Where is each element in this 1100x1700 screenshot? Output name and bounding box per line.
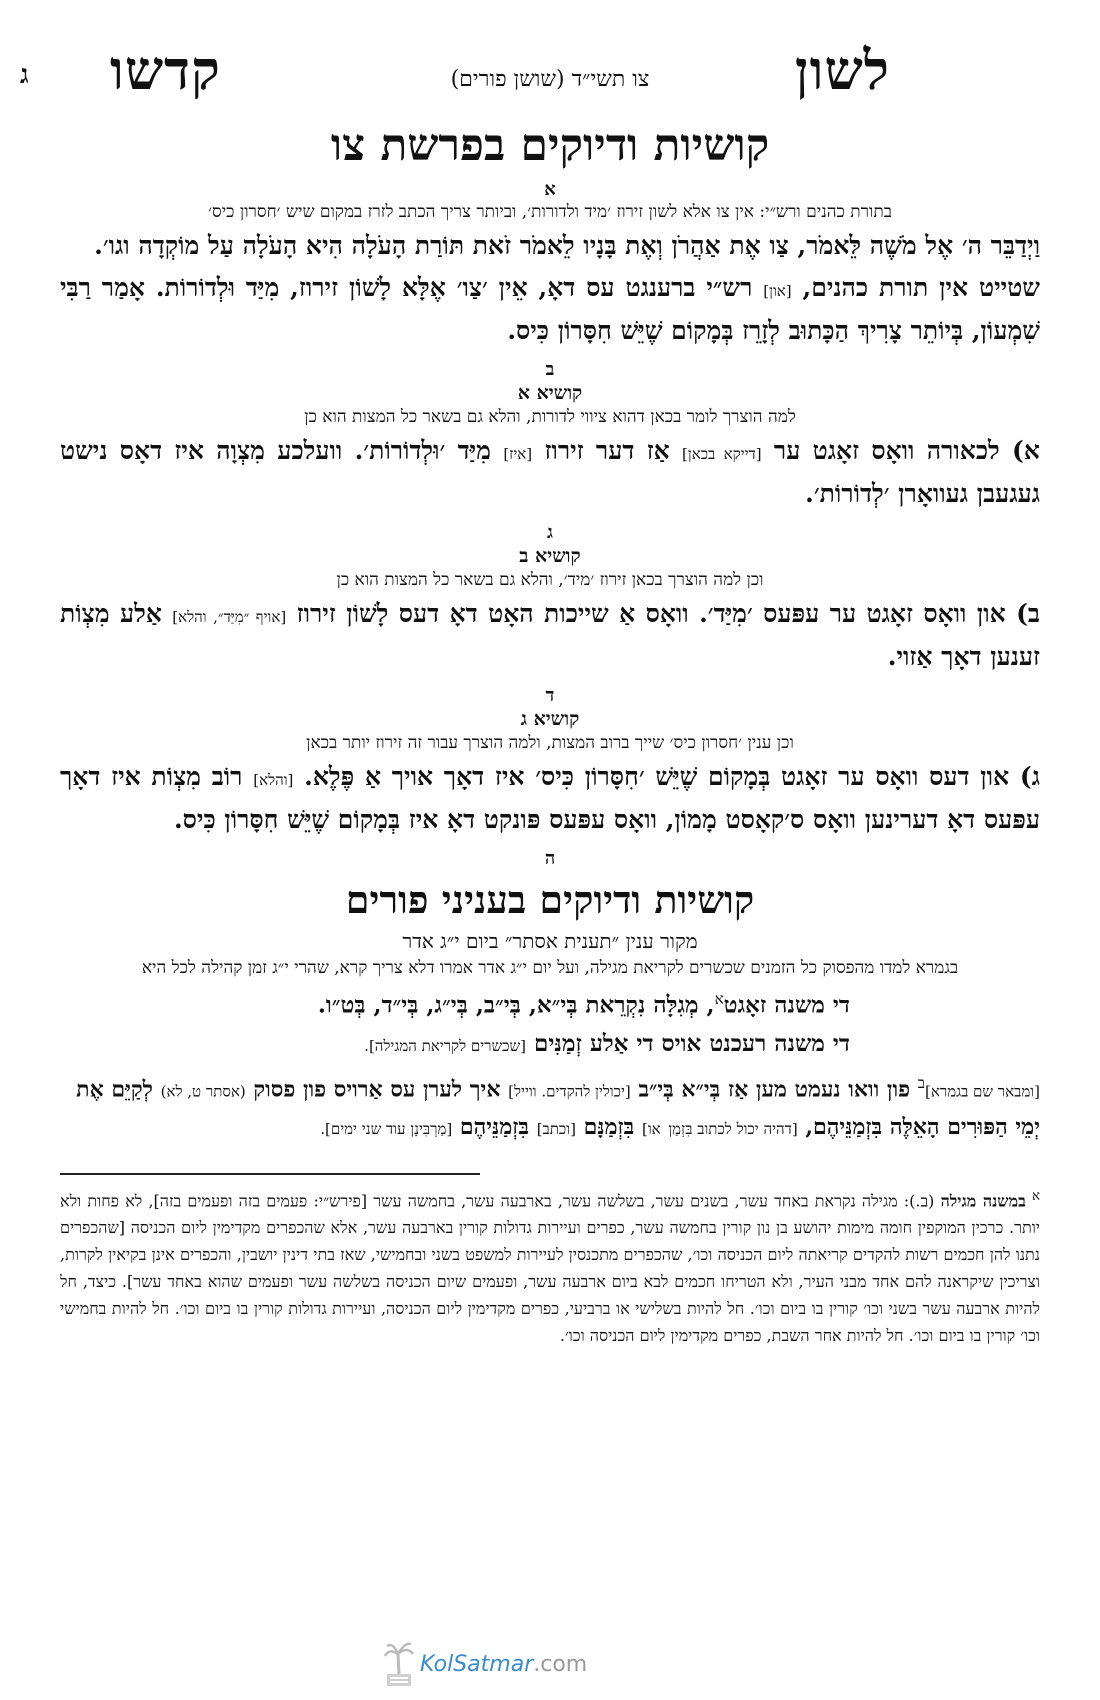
text-run: בִּזְמַנֵּיהֶם <box>459 1113 530 1140</box>
question-paragraph <box>60 757 1040 840</box>
text-run: רש״י ברענגט עס דאָ, אֵין ׳צַו׳ אֶלָּא לָשׁוֹן זירוז, מִיַּד וּלְדוֹרוֹת. אָמַר רַבִּי שִׁמְעוֹן, בְּיוֹתֵר צָרִיךְ הַכָּתוּב לְזָרֵז בְּמָקוֹם שֶׁיֵּשׁ חִסָּרוֹן כִּיס. <box>60 273 1040 345</box>
watermark-brand[interactable] <box>420 1652 587 1677</box>
section-source: וכן למה הוצרך בכאן זירוז ׳מיד׳, והלא גם בשאר כל המצות הוא כן <box>336 570 764 590</box>
mishna-line <box>60 1025 1040 1065</box>
gemara-paragraph <box>60 1065 1040 1147</box>
section-letter: ה <box>544 848 556 869</box>
section-letter: ג <box>547 522 553 543</box>
footnote <box>60 1183 1040 1349</box>
footnote-divider <box>60 1173 480 1175</box>
page-header <box>20 30 1040 110</box>
section-letter: ב <box>545 359 555 380</box>
text-run: איך לערן עס אַרויס פון פסוק <box>253 1075 501 1102</box>
bracket-note: [מַרְבִּינָן עוד שני ימים]. <box>320 1119 453 1138</box>
text-run: בִּזְמַנָּם <box>583 1113 635 1140</box>
question-paragraph <box>60 594 1040 677</box>
section-source: בתורת כהנים ורש״י: אין צו אלא לשון זירוז ׳מיד ולדורות׳, וביותר צריך הכתב לזרז במקום שיש ׳חסרון כיס׳ <box>208 202 892 222</box>
bracket-note: [והלא] <box>253 771 294 789</box>
section-source: וכן ענין ׳חסרון כיס׳ שייך ברוב המצות, ולמה הוצרך עבור זה זירוז יותר בכאן <box>306 733 794 753</box>
section-source: בגמרא למדו מהפסוק כל הזמנים שכשרים לקריאת מגילה, ועל יום י״ג אדר אמרו דלא צריך קרא, שהרי י״ג זמן קהילה לכל היא <box>141 958 959 978</box>
footnote-ref[interactable]: א <box>714 990 724 1008</box>
section-bet <box>60 359 1040 514</box>
text-run: א) לכאורה וואָס זאָגט ער <box>773 436 1040 465</box>
section-gimel <box>60 522 1040 677</box>
bracket-note: [און] <box>763 282 792 300</box>
bracket-note: [דייקא בכאן] <box>682 445 762 463</box>
bracket-note: [שכשרים לקריאת המגילה]. <box>364 1036 526 1055</box>
section-alef <box>60 179 1040 351</box>
section-letter: ד <box>545 685 555 706</box>
commentary-paragraph <box>60 268 1040 351</box>
header-subtitle: צו תשי״ד (שושן פורים) <box>450 67 650 92</box>
text-run: די משנה רעכנט אויס די אַלע זְמַנִּים <box>533 1029 850 1057</box>
text-run: לְקַיֵּם אֶת יְמֵי הַפּוּרִים הָאֵלֶּה <box>76 1075 1040 1140</box>
text-run: , מְגִלָּה נִקְרֵאת בְּי״א, בְּי״ב, בְּי״ג, בְּי״ד, בְּט״ו. <box>317 991 715 1019</box>
section-source: למה הוצרך לומר בכאן דהוא ציווי לדורות, והלא גם בשאר כל המצות הוא כן <box>304 407 796 427</box>
text-run: ב) און וואָס זאָגט ער עפּעס ׳מִיַּד׳. וואָס אַ שייכות האָט דאָ דעס לָשׁוֹן זירוז <box>296 599 1040 628</box>
header-title-left: קדשו <box>110 38 221 102</box>
text-run: בִּזְמַנֵּיהֶם, <box>805 1113 883 1140</box>
bracket-note: (אסתר ט, לא) <box>160 1081 246 1100</box>
bracket-note: [אויף ״מִיַּד״, והלא] <box>172 608 287 626</box>
footnote-lead: במשנה מגילה <box>940 1191 1026 1211</box>
footnote-ref[interactable]: ב <box>917 1073 925 1092</box>
document-page <box>20 30 1041 1349</box>
section-he-purim <box>60 848 1040 1147</box>
kushya-heading: קושיא ב <box>519 545 581 567</box>
bracket-note: או] <box>641 1119 661 1138</box>
verse-paragraph: וַיְדַבֵּר ה׳ אֶל מֹשֶׁה לֵּאמֹר, צַו אֶת אַהֲרֹן וְאֶת בָּנָיו לֵאמֹר זֹאת תּוֹרַת הָעֹלָה הִיא הָעֹלָה עַל מוֹקְדָה וגו׳. <box>94 231 1040 260</box>
section-letter: א <box>544 179 556 200</box>
watermark-domain: .com <box>533 1652 588 1677</box>
bracket-note: [דהיה יכול לכתוב בִּזְמַן <box>668 1119 798 1138</box>
bracket-note: [יכולין להקדים. ווייל] <box>508 1081 631 1100</box>
main-title: קושיות ודיוקים בפרשת צו <box>330 120 770 171</box>
text-run: אַלע מִצְוֹת זענען דאָך אַזוי. <box>60 599 1040 671</box>
kushya-heading: קושיא ג <box>520 708 580 730</box>
header-title-right: לשון <box>794 38 890 102</box>
text-run: שטייט אין תורת כהנים, <box>802 273 1040 302</box>
bracket-note: [ומבאר שם בגמרא] <box>925 1081 1040 1100</box>
bracket-note: [וכתב] <box>536 1119 576 1138</box>
kushya-heading: קושיא א <box>517 382 583 404</box>
mishna-line <box>60 980 1040 1025</box>
page-number: ג <box>20 60 29 90</box>
footnote-text: (ב.): מגילה נקראת באחד עשר, בשנים עשר, בשלשה עשר, בארבעה עשר, בחמשה עשר [פירש״י: פעמים בזה ופעמים בזה], לא פחות ולא יותר. כרכין המוקפין חומה מימות יהושע בן נון קורין בחמשה עשר, כפרים ועיירות גדולות קורין בארבעה עשר, אלא שהכפרים מקדימין ליום הכניסה [שהכפרים נתנו להן חכמים רשות להקדים קריאתה ליום הכניסה וכו׳, שהכפרים מתכנסין לעיירות למשפט בשני ובחמישי, שאז בתי דינין יושבין, והכפרים אינן בקיאין לקרות, וצריכין שיקראנה להם אחד מבני העיר, ולא הטריחו חכמים לבא ביום ארבעה עשר, ופעמים שיום הכניסה בשלשה עשר ופעמים שהוא באחד עשר]. כיצד, חל להיות ארבעה עשר בשני וכו׳ קורין בו ביום וכו׳. חל להיות בשלישי או ברביעי, כפרים מקדימין ליום הכניסה, ועיירות גדולות קורין בו ביום וכו׳. חל להיות בחמישי וכו׳ קורין בו ביום וכו׳. חל להיות אחר השבת, כפרים מקדימין ליום הכניסה וכו׳. <box>60 1191 1041 1346</box>
bracket-note: [איז] <box>503 445 533 463</box>
section-title: קושיות ודיוקים בעניני פורים <box>345 877 755 922</box>
text-run: ג) און דעס וואָס ער זאָגט בְּמָקוֹם שֶׁיֵּשׁ ׳חִסָּרוֹן כִּיס׳ איז דאָך אויך אַ פֶּלֶא. <box>304 762 1040 791</box>
palm-tree-logo-icon <box>383 1640 415 1688</box>
text-run: די משנה זאָגט <box>723 991 850 1019</box>
footnote-marker: א <box>1032 1188 1040 1204</box>
text-run: מִיַּד ׳וּלְדוֹרוֹת׳. וועלכע מִצְוָה איז דאָס נישט געגעבן געוואָרן ׳לְדוֹרוֹת׳. <box>60 436 1040 508</box>
section-dalet <box>60 685 1040 840</box>
text-run: רוֹב מִצְוֹת איז דאָך עפּעס דאָ דערינען וואָס ס׳קאָסט מָמוֹן, וואָס עפּעס פּונקט דאָ איז בְּמָקוֹם שֶׁיֵּשׁ חִסָּרוֹן כִּיס. <box>60 762 1040 834</box>
question-paragraph <box>60 431 1040 514</box>
text-run: פון וואו נעמט מען אַז בְּי״א בְּי״ב <box>638 1075 911 1102</box>
section-subtitle: מקור ענין ״תענית אסתר״ ביום י״ג אדר <box>402 929 698 953</box>
text-run: אַז דער זירוז <box>544 436 670 465</box>
watermark-name: KolSatmar <box>420 1652 534 1677</box>
